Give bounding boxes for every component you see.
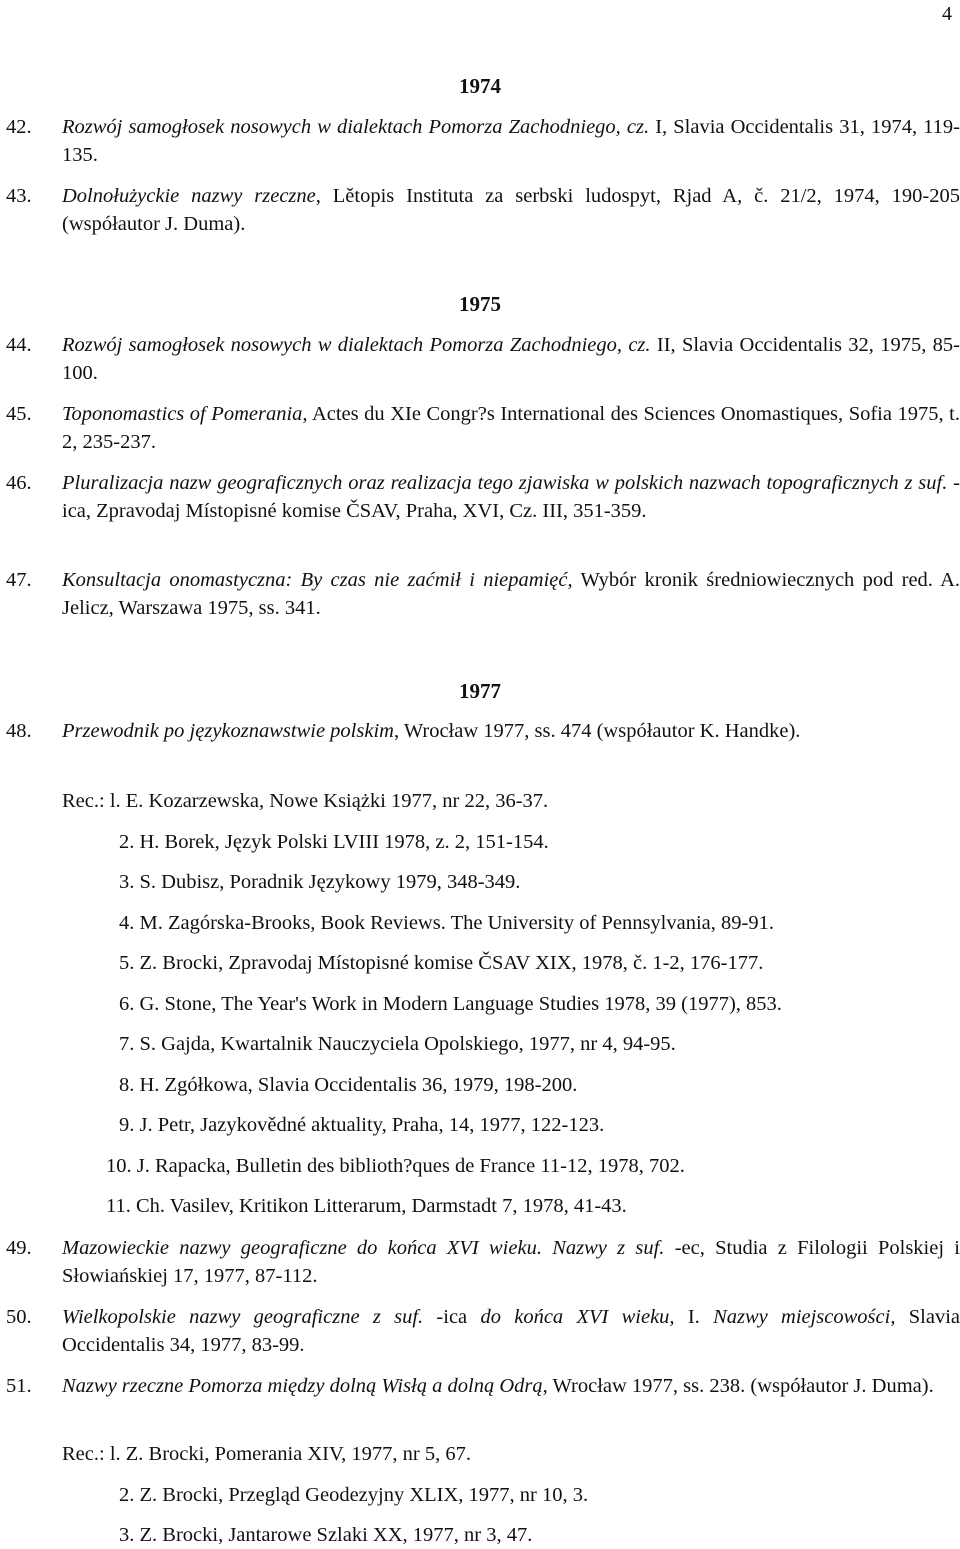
bibliography-entry-43 [6, 182, 960, 238]
page-number: 4 [942, 3, 952, 25]
entry-details: I, Slavia Occidentalis 31, 1974, 119-135. [62, 116, 960, 166]
entry-details: , Wrocław 1977, ss. 238. (współautor J. Duma). [542, 1375, 934, 1397]
review-line: 2. Z. Brocki, Przegląd Geodezyjny XLIX, 1977, nr 10, 3. [119, 1484, 589, 1506]
bibliography-entry-50 [6, 1303, 960, 1359]
entry-details: -ica [423, 1306, 481, 1328]
entry-number: 51. [6, 1375, 32, 1397]
review-line: 4. M. Zagórska-Brooks, Book Reviews. The University of Pennsylvania, 89-91. [119, 912, 774, 934]
entry-number: 50. [6, 1306, 32, 1328]
review-line: 10. J. Rapacka, Bulletin des biblioth?ques de France 11-12, 1978, 702. [106, 1155, 685, 1177]
entry-number: 46. [6, 472, 32, 494]
year-heading-1975: 1975 [459, 292, 501, 316]
entry-details: I. [674, 1306, 714, 1328]
bibliography-entry-48 [6, 717, 960, 745]
review-line: 5. Z. Brocki, Zpravodaj Místopisné komise ČSAV XIX, 1978, č. 1-2, 176-177. [119, 952, 764, 974]
review-line: 11. Ch. Vasilev, Kritikon Litterarum, Darmstadt 7, 1978, 41-43. [106, 1195, 627, 1217]
review-line: 3. S. Dubisz, Poradnik Językowy 1979, 348-349. [119, 871, 521, 893]
entry-title: Konsultacja onomastyczna: By czas nie zaćmił i niepamięć, [62, 569, 573, 591]
year-heading-1977: 1977 [459, 679, 501, 703]
entry-details: , Lětopis Instituta za serbski ludospyt, Rjad A, č. 21/2, 1974, 190-205 (współautor J. Duma). [62, 185, 960, 235]
entry-title: Rozwój samogłosek nosowych w dialektach Pomorza Zachodniego, cz. [62, 334, 651, 356]
entry-title-continued: do końca XVI wieku, [480, 1306, 675, 1328]
review-line: 3. Z. Brocki, Jantarowe Szlaki XX, 1977, nr 3, 47. [119, 1524, 533, 1546]
bibliography-entry-49 [6, 1234, 960, 1290]
review-line: 8. H. Zgółkowa, Slavia Occidentalis 36, 1979, 198-200. [119, 1074, 578, 1096]
entry-title: Przewodnik po językoznawstwie polskim [62, 720, 394, 742]
entry-title: Rozwój samogłosek nosowych w dialektach Pomorza Zachodniego, cz. [62, 116, 650, 138]
entry-number: 49. [6, 1237, 32, 1259]
entry-subtitle: Nazwy miejscowości [713, 1306, 891, 1328]
entry-title: Nazwy rzeczne Pomorza między dolną Wisłą a dolną Odrą [62, 1375, 543, 1397]
entry-title: Mazowieckie nazwy geograficzne do końca XVI wieku. Nazwy z suf. [62, 1237, 665, 1259]
entry-details: -ica, Zpravodaj Místopisné komise ČSAV, Praha, XVI, Cz. III, 351-359. [62, 472, 960, 522]
entry-number: 43. [6, 185, 32, 207]
entry-details: II, Slavia Occidentalis 32, 1975, 85-100. [62, 334, 960, 384]
entry-title: Wielkopolskie nazwy geograficzne z suf. [62, 1306, 424, 1328]
bibliography-entry-51 [6, 1372, 960, 1400]
year-heading-1974: 1974 [459, 74, 501, 98]
entry-number: 45. [6, 403, 32, 425]
review-line: Rec.: l. E. Kozarzewska, Nowe Książki 1977, nr 22, 36-37. [62, 790, 549, 812]
review-line: 7. S. Gajda, Kwartalnik Nauczyciela Opolskiego, 1977, nr 4, 94-95. [119, 1033, 676, 1055]
review-line: 2. H. Borek, Język Polski LVIII 1978, z. 2, 151-154. [119, 831, 549, 853]
entry-title: Toponomastics of Pomerania [62, 403, 303, 425]
bibliography-entry-46 [6, 469, 960, 525]
entry-title: Pluralizacja nazw geograficznych oraz realizacja tego zjawiska w polskich nazwach topograficznych z suf. [62, 472, 948, 494]
entry-number: 48. [6, 720, 32, 742]
review-line: 6. G. Stone, The Year's Work in Modern Language Studies 1978, 39 (1977), 853. [119, 993, 782, 1015]
entry-details: , Wrocław 1977, ss. 474 (współautor K. Handke). [393, 720, 801, 742]
entry-details: , Actes du XIe Congr?s International des Sciences Onomastiques, Sofia 1975, t. 2, 235-237. [62, 403, 960, 453]
entry-number: 44. [6, 334, 32, 356]
entry-number: 47. [6, 569, 32, 591]
entry-details: , Slavia Occidentalis 34, 1977, 83-99. [62, 1306, 960, 1356]
review-line: Rec.: l. Z. Brocki, Pomerania XIV, 1977, nr 5, 67. [62, 1443, 471, 1465]
review-line: 9. J. Petr, Jazykovědné aktuality, Praha, 14, 1977, 122-123. [119, 1114, 605, 1136]
entry-details: -ec, Studia z Filologii Polskiej i Słowiańskiej 17, 1977, 87-112. [62, 1237, 960, 1287]
bibliography-entry-44 [6, 331, 960, 387]
entry-number: 42. [6, 116, 32, 138]
entry-title: Dolnołużyckie nazwy rzeczne [62, 185, 316, 207]
bibliography-entry-47 [6, 566, 960, 622]
entry-details: Wybór kronik średniowiecznych pod red. A. Jelicz, Warszawa 1975, ss. 341. [62, 569, 960, 619]
bibliography-entry-45 [6, 400, 960, 456]
